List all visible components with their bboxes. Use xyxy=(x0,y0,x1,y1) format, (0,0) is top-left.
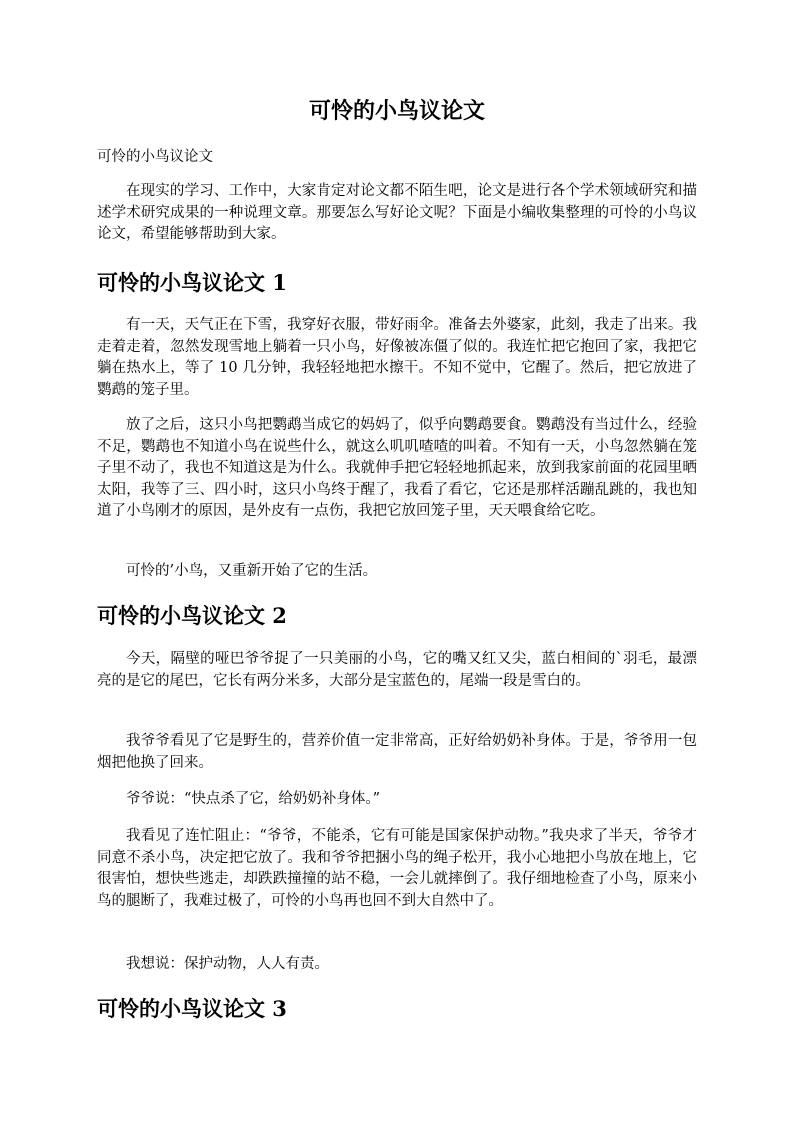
section-2-paragraph-5: 我想说：保护动物，人人有责。 xyxy=(126,956,329,972)
section-2-paragraph-3: 爷爷说：“快点杀了它，给奶奶补身体。” xyxy=(126,791,381,807)
document-title: 可怜的小鸟议论文 xyxy=(308,98,485,124)
intro-paragraph: 在现实的学习、工作中，大家肯定对论文都不陌生吧，论文是进行各个学术领域研究和描述学术研究成果的一种说理文章。那要怎么写好论文呢？下面是小编收集整理的可怜的小鸟议论文，希望能够帮助到大家。 xyxy=(97,183,697,242)
document-subtitle: 可怜的小鸟议论文 xyxy=(97,149,213,165)
section-1-paragraph-2: 放了之后，这只小鸟把鹦鹉当成它的妈妈了，似乎向鹦鹉要食。鹦鹉没有当过什么，经验不足，鹦鹉也不知道小鸟在说些什么，就这么叽叽喳喳的叫着。不知有一天，小鸟忽然躺在笼子里不动了，我也不知道这是为什么。我就伸手把它轻轻地抓起来，放到我家前面的花园里晒太阳，我等了三、四小时，这只小鸟终于醒了，我看了看它，它还是那样活蹦乱跳的，我也知道了小鸟刚才的原因，是外皮有一点伤，我把它放回笼子里，天天喂食给它吃。 xyxy=(97,417,697,519)
section-2-paragraph-2: 我爷爷看见了它是野生的，营养价值一定非常高，正好给奶奶补身体。于是，爷爷用一包烟把他换了回来。 xyxy=(97,733,697,771)
section-1-heading: 可怜的小鸟议论文 1 xyxy=(97,270,287,295)
section-2-paragraph-4: 我看见了连忙阻止：“爷爷，不能杀，它有可能是国家保护动物。”我央求了半天，爷爷才同意不杀小鸟，决定把它放了。我和爷爷把捆小鸟的绳子松开，我小心地把小鸟放在地上，它很害怕，想快些逃走，却跌跌撞撞的站不稳，一会儿就摔倒了。我仔细地检查了小鸟，原来小鸟的腿断了，我难过极了，可怜的小鸟再也回不到大自然中了。 xyxy=(97,828,697,909)
section-1-paragraph-3: 可怜的’小鸟，又重新开始了它的生活。 xyxy=(126,563,378,579)
section-2-heading: 可怜的小鸟议论文 2 xyxy=(97,603,287,628)
section-1-paragraph-1: 有一天，天气正在下雪，我穿好衣服，带好雨伞。准备去外婆家，此刻，我走了出来。我走着走着，忽然发现雪地上躺着一只小鸟，好像被冻僵了似的。我连忙把它抱回了家，我把它躺在热水上，等了 10 几分钟，我轻轻地把水擦干。不知不觉中，它醒了。然后，把它放进了鹦鹉的笼子里。 xyxy=(97,317,697,398)
section-3-heading: 可怜的小鸟议论文 3 xyxy=(97,996,287,1021)
section-2-paragraph-1: 今天，隔壁的哑巴爷爷捉了一只美丽的小鸟，它的嘴又红又尖，蓝白相间的`羽毛，最漂亮的是它的尾巴，它长有两分米多，大部分是宝蓝色的，尾端一段是雪白的。 xyxy=(97,651,697,689)
